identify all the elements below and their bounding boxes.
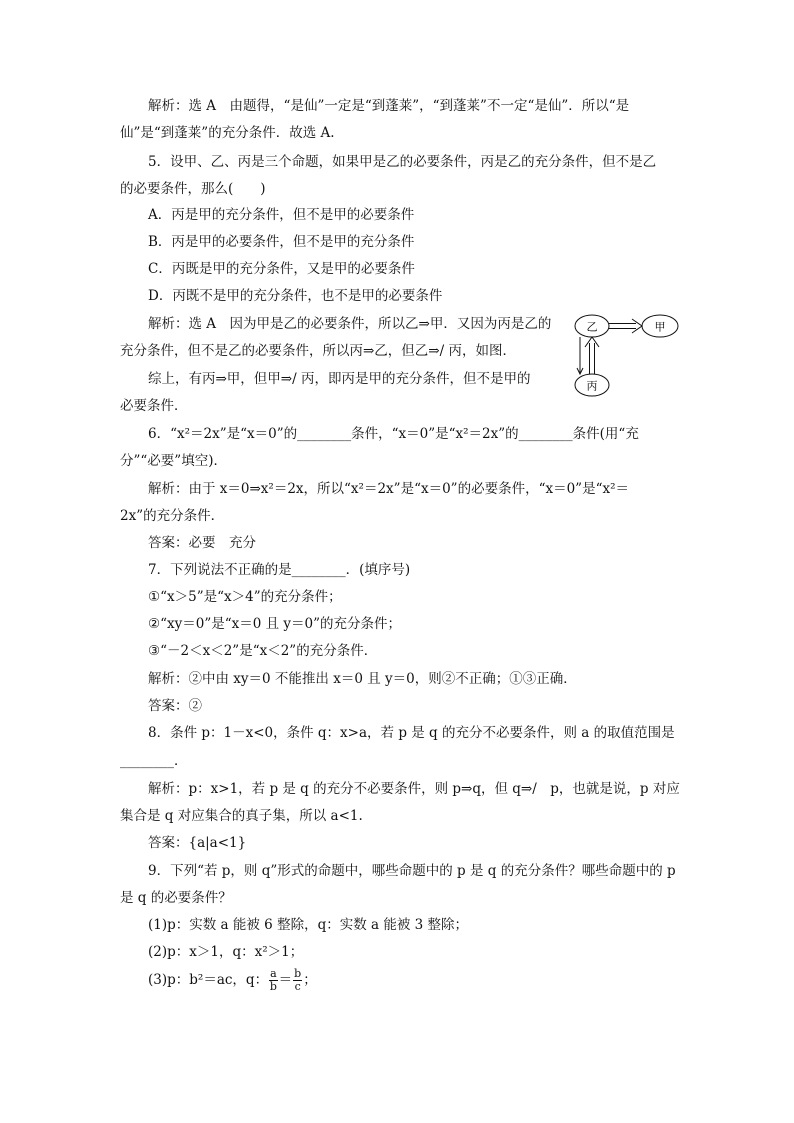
text-line: 集合是 q 对应集合的真子集，所以 a<1. [120,808,363,824]
statement-2: ②“xy＝0”是“x＝0 且 y＝0”的充分条件； [148,616,402,632]
text-line: 综上，有丙⇒甲，但甲⇒/ 丙，即丙是甲的充分条件，但不是甲的 [148,371,531,387]
implication-diagram [572,310,682,398]
text-line: 解析：p：x>1，若 p 是 q 的充分不必要条件，则 p⇒q，但 q⇒/ p，也就是说，p 对应 [148,781,680,797]
sub-item-1: (1)p：实数 a 能被 6 整除，q：实数 a 能被 3 整除； [148,917,469,933]
text-line: 解析：选 A 因为甲是乙的必要条件，所以乙⇒甲．又因为丙是乙的 [148,316,552,332]
sub-item-3: (3)p：b²＝ac，q： $\frac{a}{b}$ ＝ $\frac{b}{c}$ ； [148,967,317,993]
answer-line: 答案：必要 充分 [148,535,256,551]
option-c: C．丙既是甲的充分条件，又是甲的必要条件 [148,261,415,277]
sub-item-2: (2)p：x＞1，q：x²＞1； [148,944,304,960]
answer-line: 答案：② [148,698,202,714]
node-jia: 甲 [654,320,666,334]
text-line: 是 q 的必要条件？ [120,890,232,906]
text-line: 解析：②中由 xy＝0 不能推出 x＝0 且 y＝0，则②不正确；①③正确． [148,671,577,687]
fraction-b-over-c: $\frac{b}{c}$ [294,967,302,993]
text-line: 分”“必要”填空)． [120,453,227,469]
question-7-stem: 7．下列说法不正确的是________．(填序号) [148,562,411,578]
statement-3: ③“－2＜x＜2”是“x＜2”的充分条件． [148,643,378,659]
fraction-a-over-b: $\frac{a}{b}$ [269,967,277,993]
question-6-stem: 6．“x²＝2x”是“x＝0”的________条件，“x＝0”是“x²＝2x”的________条件(用“充 [148,426,639,442]
text-line: 的必要条件，那么( ) [120,181,266,197]
text-line: 充分条件，但不是乙的必要条件，所以丙⇒乙，但乙⇒/ 丙，如图． [120,343,516,359]
text-line: 解析：选 A 由题得，“是仙”一定是“到蓬莱”，“到蓬莱”不一定“是仙”．所以“是 [148,98,630,114]
text-line: ________． [120,753,188,769]
statement-1: ①“x＞5”是“x＞4”的充分条件； [148,589,342,605]
text-line: 仙”是“到蓬莱”的充分条件．故选 A. [120,125,335,141]
option-a: A．丙是甲的充分条件，但不是甲的必要条件 [148,207,415,223]
question-9-stem: 9．下列“若 p，则 q”形式的命题中，哪些命题中的 p 是 q 的充分条件？哪些命题中的 p [148,863,676,879]
text-line: 必要条件． [120,398,188,414]
question-8-stem: 8．条件 p：1－x<0，条件 q：x>a，若 p 是 q 的充分不必要条件，则 a 的取值范围是 [148,725,675,741]
node-bing: 丙 [586,379,598,393]
option-d: D．丙既不是甲的充分条件，也不是甲的必要条件 [148,288,443,304]
question-5-stem: 5．设甲、乙、丙是三个命题，如果甲是乙的必要条件，丙是乙的充分条件，但不是乙 [148,154,657,170]
option-b: B．丙是甲的必要条件，但不是甲的充分条件 [148,234,415,250]
answer-line: 答案：{a|a<1} [148,835,247,851]
text-line: 解析：由于 x＝0⇒x²＝2x，所以“x²＝2x”是“x＝0”的必要条件，“x＝0”是“x²＝ [148,481,630,497]
text-line: 2x”的充分条件． [120,508,225,524]
node-yi: 乙 [586,320,598,334]
sub-item-3-text: (3)p：b²＝ac，q： [148,972,269,988]
